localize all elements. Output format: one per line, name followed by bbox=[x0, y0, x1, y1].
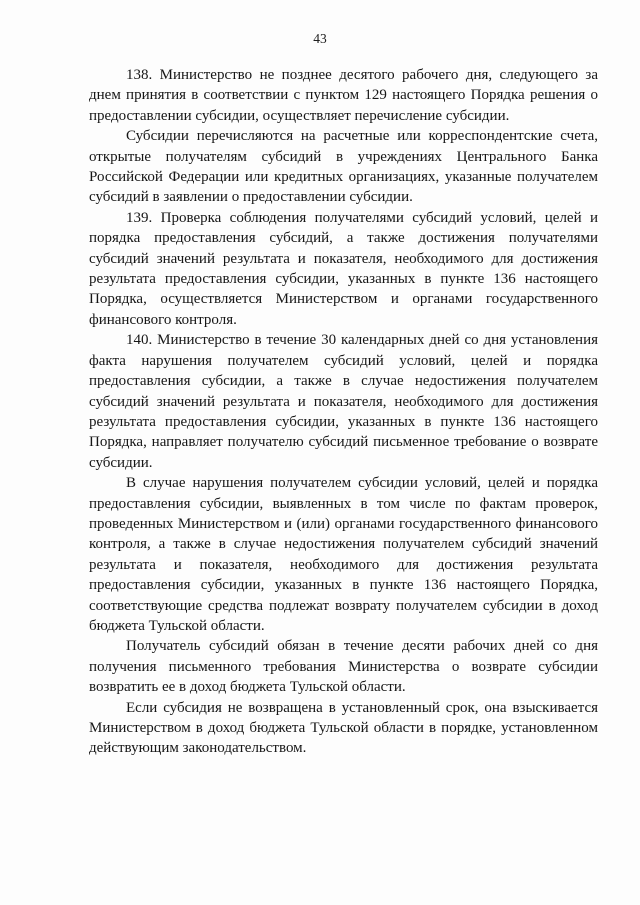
paragraph-140: 140. Министерство в течение 30 календарных дней со дня установления факта нарушения получателем субсидий условий, целей и порядка предоставления субсидии, а также в случае недостижения получателем субсидий значений результата и показателя, необходимого для достижения результата предоставления субсидии, указанных в пункте 136 настоящего Порядка, направляет получателю субсидий письменное требование о возврате субсидии. bbox=[89, 332, 598, 471]
paragraph-violation: В случае нарушения получателем субсидии условий, целей и порядка предоставления субсидии, выявленных в том числе по фактам проверок, проведенных Министерством и (или) органами государственного финансового контроля, а также в случае недостижения получателем субсидий значений результата и показателя, необходимого для достижения результата предоставления субсидии, указанных в пункте 136 настоящего Порядка, соответствующие средства подлежат возврату получателем субсидии в доход бюджета Тульской области. bbox=[89, 475, 598, 634]
document-body bbox=[89, 65, 598, 759]
paragraph-138: 138. Министерство не позднее десятого рабочего дня, следующего за днем принятия в соответствии с пунктом 129 настоящего Порядка решения о предоставлении субсидии, осуществляет перечисление субсидии. bbox=[89, 67, 598, 124]
page-number: 43 bbox=[313, 31, 327, 46]
paragraph-obligation: Получатель субсидий обязан в течение десяти рабочих дней со дня получения письменного требования Министерства о возврате субсидии возвратить ее в доход бюджета Тульской области. bbox=[89, 638, 598, 696]
paragraph-recovery: Если субсидия не возвращена в установленный срок, она взыскивается Министерством в доход бюджета Тульской области в порядке, установленном действующим законодательством. bbox=[89, 699, 598, 757]
paragraph-accounts: Субсидии перечисляются на расчетные или корреспондентские счета, открытые получателям субсидий в учреждениях Центрального Банка Российской Федерации или кредитных организациях, указанные получателем субсидий в заявлении о предоставлении субсидии. bbox=[89, 128, 598, 206]
paragraph-139: 139. Проверка соблюдения получателями субсидий условий, целей и порядка предоставления субсидий, а также достижения получателями субсидий значений результата и показателя, необходимого для достижения результата предоставления субсидии, указанных в пункте 136 настоящего Порядка, осуществляется Министерством и органами государственного финансового контроля. bbox=[89, 209, 598, 328]
